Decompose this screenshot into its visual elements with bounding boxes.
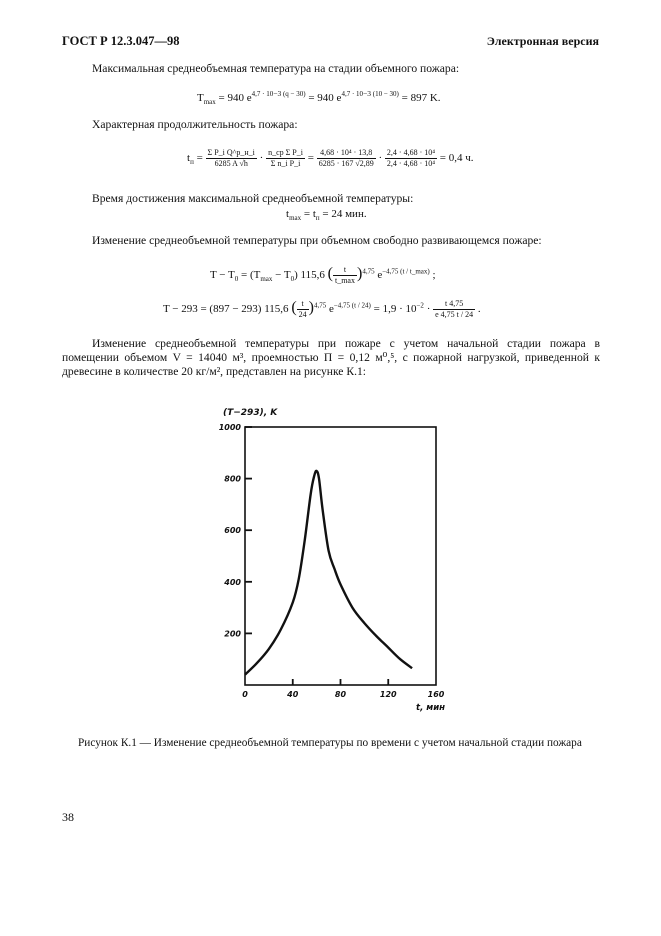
temperature-chart	[200, 390, 460, 720]
fraction: $\frac{t}{t\_\max}$	[334, 265, 355, 285]
x-tick-label: 160	[427, 690, 445, 699]
figure-caption: Рисунок К.1 — Изменение среднеобъемной температуры по времени с учетом начальной стадии пожара	[78, 737, 582, 749]
figure-intro-paragraph: Изменение среднеобъемной температуры при пожаре с учетом начальной стадии пожара в помещении объемом V = 14040 м³, проемностью П = 0,12 м⁰,⁵, с пожарной нагрузкой, приведенной к древесине в количестве 20 кг/м², представлен на рисунке К.1:	[62, 337, 600, 378]
y-tick-label: 1000	[218, 423, 241, 432]
duration-formula: $t_п$ = $\frac{\text{Σ P\_i Q\textasciicircum{}p\_н\_i}}{6285 A √h}$ · $\frac{\text{n\_ср Σ P\_i}}{\text{Σ n\_i P\_i}}$ = $\frac{\text{4,68 · 10⁴ · 13,8}}{6285 \cdot 167 √2,89}$ · $\frac{\text{2,4 · 4,68 · 10⁴}}{\text{2,4 · 4,68 · 10⁴}}$ = 0,4 ч.	[187, 148, 474, 168]
fraction: $\frac{\text{4,68 · 10⁴ · 13,8}}{6285 \cdot 167 √2,89}$	[318, 148, 374, 168]
tmax-time-formula: $t_{max} = t_п = 24$ мин.	[286, 208, 367, 223]
tmax-intro: Максимальная среднеобъемная температура на стадии объемного пожара:	[92, 62, 460, 75]
tmax-time-intro: Время достижения максимальной среднеобъемной температуры:	[92, 192, 414, 205]
x-tick-label: 0	[242, 690, 248, 699]
fraction: $\frac{t 4,75}{e 4,75 t / 24}$	[435, 299, 474, 319]
fraction: $\frac{t}{24}$	[298, 299, 307, 319]
page-number: 38	[62, 810, 74, 824]
series-line	[245, 471, 412, 675]
y-tick-label: 600	[224, 526, 241, 536]
fraction: $\frac{\text{n\_ср Σ P\_i}}{\text{Σ n\_i P\_i}}$	[268, 148, 303, 168]
fraction: $\frac{\text{2,4 · 4,68 · 10⁴}}{\text{2,4 · 4,68 · 10⁴}}$	[386, 148, 436, 168]
duration-intro: Характерная продолжительность пожара:	[92, 118, 298, 131]
edition-label: Электронная версия	[486, 34, 599, 48]
plot-frame	[245, 427, 436, 685]
document-code: ГОСТ Р 12.3.047—98	[62, 34, 180, 48]
y-tick-label: 200	[224, 629, 241, 639]
tmax-formula: $T_{max} = 940$ $e^{4,7 \cdot 10-3 (q - 30)} = 940$ $e^{4,7 \cdot 10-3 (10 - 30)} = 897$ K.	[197, 89, 441, 107]
fraction: $\frac{\text{Σ P\_i Q\textasciicircum{}p\_н\_i}}{6285 A √h}$	[207, 148, 255, 168]
x-tick-label: 120	[379, 690, 397, 699]
y-tick-label: 400	[224, 577, 241, 587]
x-tick-label: 40	[287, 690, 299, 699]
y-axis-label: (T−293), K	[223, 408, 278, 418]
x-axis-label: t, мин	[416, 703, 446, 713]
temp-change-formula-specific: T − 293 = (897 − 293) 115,6 ( $\frac{t}{24}$ )$^{4,75}$ $e^{-4,75 (t / 24)} = 1,9 \cdot 10^{-2}$ · $\frac{t 4,75}{e 4,75 t / 24}$ .	[163, 299, 481, 319]
temp-change-formula-general: $T - T_0 = (T_{max} - T_0)$ 115,6 ( $\frac{t}{t\_\max}$ )$^{4,75}$ $e^{-4,75 (t / t\_max)}$ ;	[210, 265, 436, 285]
temp-change-intro: Изменение среднеобъемной температуры при объемном свободно развивающемся пожаре:	[92, 234, 542, 247]
y-tick-label: 800	[224, 474, 241, 484]
x-tick-label: 80	[334, 690, 347, 699]
